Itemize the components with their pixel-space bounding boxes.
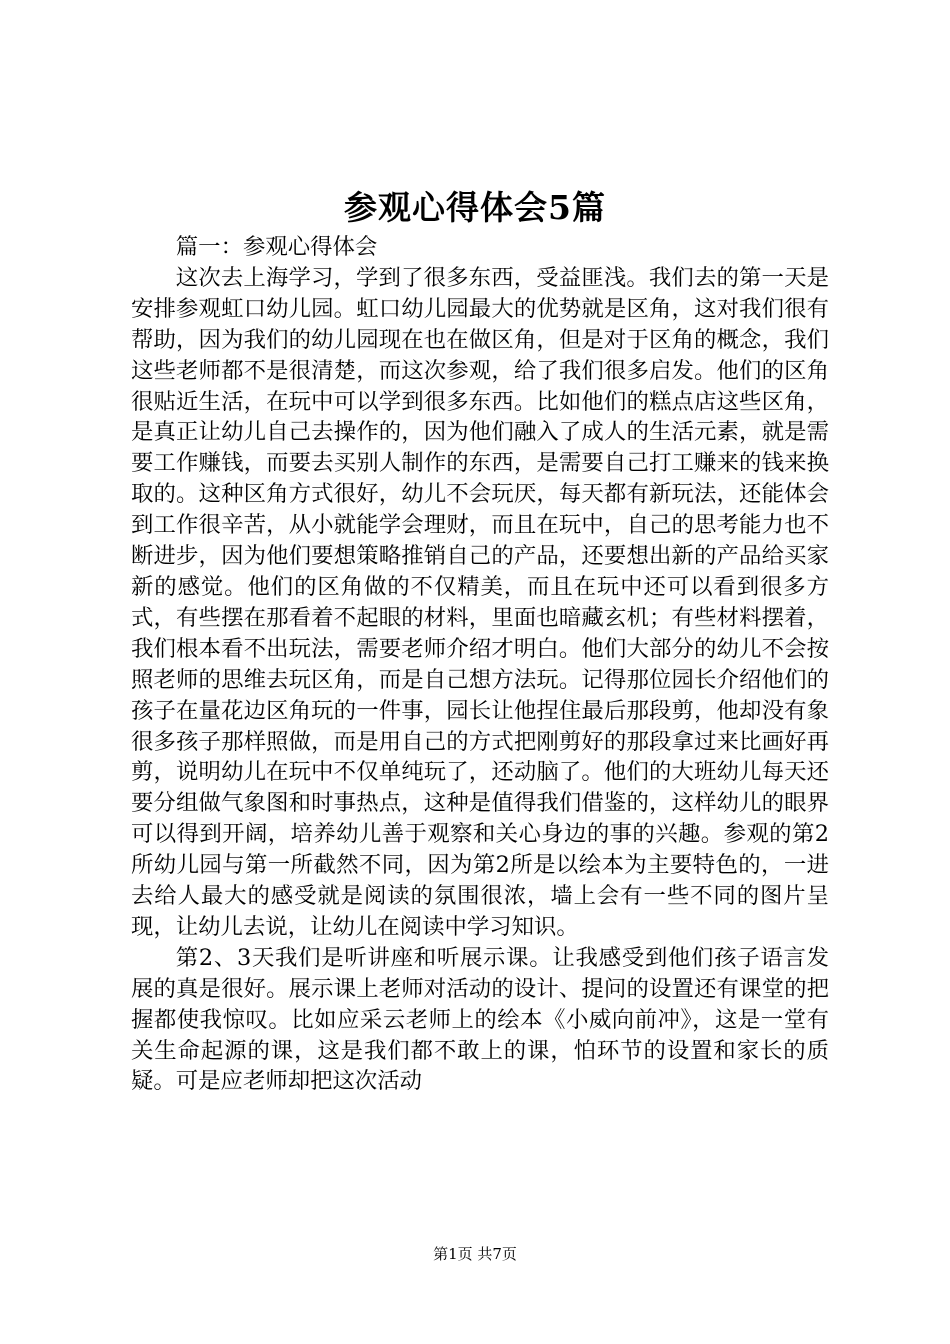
section-heading: 篇一：参观心得体会 [175,234,378,260]
paragraph-2: 第2、3天我们是听讲座和听展示课。让我感受到他们孩子语言发展的真是很好。展示课上老师对活动的设计、提问的设置还有课堂的把握都使我惊叹。比如应采云老师上的绘本《小威向前冲》，这是一堂有关生命起源的课，这是我们都不敢上的课，怕环节的设置和家长的质疑。可是应老师却把这次活动 [131,944,829,1095]
document-title: 参观心得体会5篇 [344,188,606,227]
document-body [131,232,829,1097]
page-footer: 第1页 共7页 [433,1245,517,1263]
paragraph-1: 这次去上海学习，学到了很多东西，受益匪浅。我们去的第一天是安排参观虹口幼儿园。虹口幼儿园最大的优势就是区角，这对我们很有帮助，因为我们的幼儿园现在也在做区角，但是对于区角的概念，我们这些老师都不是很清楚，而这次参观，给了我们很多启发。他们的区角很贴近生活，在玩中可以学到很多东西。比如他们的糕点店这些区角，是真正让幼儿自己去操作的，因为他们融入了成人的生活元素，就是需要工作赚钱，而要去买别人制作的东西，是需要自己打工赚来的钱来换取的。这种区角方式很好，幼儿不会玩厌，每天都有新玩法，还能体会到工作很辛苦，从小就能学会理财，而且在玩中，自己的思考能力也不断进步，因为他们要想策略推销自己的产品，还要想出新的产品给买家新的感觉。他们的区角做的不仅精美，而且在玩中还可以看到很多方式，有些摆在那看着不起眼的材料，里面也暗藏玄机；有些材料摆着，我们根本看不出玩法，需要老师介绍才明白。他们大部分的幼儿不会按照老师的思维去玩区角，而是自己想方法玩。记得那位园长介绍他们的孩子在量花边区角玩的一件事，园长让他捏住最后那段剪，他却没有象很多孩子那样照做，而是用自己的方式把刚剪好的那段拿过来比画好再剪，说明幼儿在玩中不仅单纯玩了，还动脑了。他们的大班幼儿每天还要分组做气象图和时事热点，这种是值得我们借鉴的，这样幼儿的眼界可以得到开阔，培养幼儿善于观察和关心身边的事的兴趣。参观的第2所幼儿园与第一所截然不同，因为第2所是以绘本为主要特色的，一进去给人最大的感受就是阅读的氛围很浓，墙上会有一些不同的图片呈现，让幼儿去说，让幼儿在阅读中学习知识。 [131,264,829,940]
